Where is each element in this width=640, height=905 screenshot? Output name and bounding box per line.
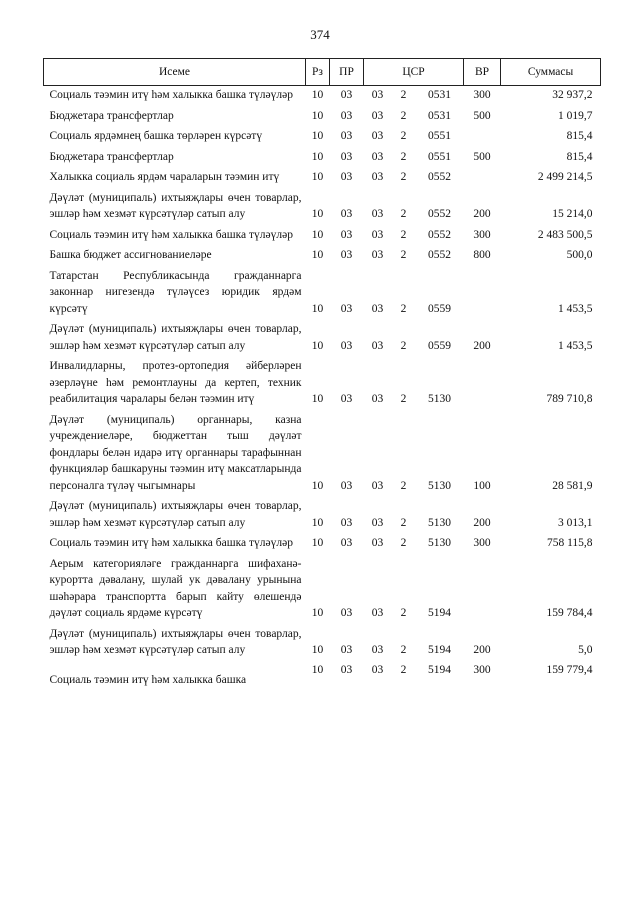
row-csr-1: 03	[371, 249, 384, 261]
table-row	[44, 189, 601, 226]
row-rz: 10	[311, 302, 324, 315]
row-rz: 10	[311, 537, 324, 549]
row-csr-3: 0552	[428, 208, 452, 220]
row-sum: 1 019,7	[558, 109, 593, 122]
row-sum: 758 115,8	[546, 537, 593, 549]
row-name: Социаль тәэмин итү һәм халыкка башка түләүләр	[49, 89, 293, 101]
row-csr-2: 2	[400, 249, 407, 261]
row-vr: 300	[473, 663, 491, 676]
header-sum: Суммасы	[501, 59, 601, 86]
row-sum: 1 453,5	[558, 302, 593, 315]
row-rz: 10	[311, 171, 324, 183]
row-name: Дәүләт (муниципаль) ихтыяҗлары өчен товарлар, эшләр һәм хезмәт күрсәтүләр сатып алу	[49, 323, 302, 352]
row-csr-3: 0551	[428, 130, 452, 142]
row-name: Дәүләт (муниципаль) ихтыяҗлары өчен товарлар, эшләр һәм хезмәт күрсәтүләр сатып алу	[49, 500, 302, 529]
row-csr-3: 5130	[428, 393, 452, 405]
row-sum: 15 214,0	[552, 208, 593, 220]
row-vr: 200	[473, 208, 491, 220]
row-rz: 10	[311, 479, 324, 492]
row-pr: 03	[340, 109, 353, 122]
row-rz: 10	[311, 393, 324, 405]
table-row	[44, 357, 601, 411]
row-csr-2: 2	[400, 479, 407, 492]
row-sum: 815,4	[566, 150, 593, 163]
row-name: Дәүләт (муниципаль) органнары, казна учреждениеләре, бюджеттан тыш дәүләт фондлары белән идарә итү органнары тарафыннан функцияләр башкаруны тәэмин итү максатларында персоналга түләү чыгымнары	[49, 413, 302, 492]
header-vr: ВР	[464, 59, 501, 86]
row-name: Дәүләт (муниципаль) ихтыяҗлары өчен товарлар, эшләр һәм хезмәт күрсәтүләр сатып алу	[49, 191, 302, 220]
row-name: Халыкка социаль ярдәм чараларын тәэмин итү	[49, 171, 280, 183]
table-row	[44, 534, 601, 555]
row-csr-3: 0531	[428, 89, 452, 101]
row-csr-2: 2	[400, 339, 407, 352]
table-row	[44, 662, 601, 692]
row-rz: 10	[311, 663, 324, 676]
row-name: Аерым категорияләге гражданнарга шифаханә-курортта дәвалану, шулай ук дәвалану урынына шәһәрара транспортта барып кайту өлешендә дәүләт социаль ярдәме күрсәтү	[49, 557, 302, 619]
row-csr-3: 5194	[428, 644, 452, 656]
row-name: Инвалидларны, протез-ортопедия әйберләрен әзерләүне һәм ремонтлауны да кертеп, техник реабилитация чаралары белән тәэмин итү	[49, 360, 302, 405]
row-pr: 03	[340, 537, 353, 549]
row-pr: 03	[340, 479, 353, 492]
budget-table	[43, 58, 601, 691]
row-vr	[464, 555, 501, 625]
row-csr-1: 03	[371, 302, 384, 315]
table-row	[44, 267, 601, 321]
row-name: Татарстан Республикасында гражданнарга законнар нигезендә түләүсез юридик ярдәм күрсәтү	[49, 269, 302, 315]
row-csr-1: 03	[371, 516, 384, 529]
row-vr: 200	[473, 339, 491, 352]
row-vr	[464, 267, 501, 321]
row-name: Социаль тәэмин итү һәм халыкка башка түләүләр	[49, 228, 293, 241]
header-csr: ЦСР	[364, 59, 464, 86]
row-name: Бюджетара трансфертлар	[49, 109, 174, 122]
row-pr: 03	[340, 171, 353, 183]
row-pr: 03	[340, 228, 353, 241]
row-csr-1: 03	[371, 644, 384, 656]
row-vr: 200	[473, 516, 491, 529]
table-row	[44, 320, 601, 357]
row-pr: 03	[340, 644, 353, 656]
row-pr: 03	[340, 208, 353, 220]
page-number: 374	[310, 27, 330, 42]
row-csr-2: 2	[400, 663, 407, 676]
header-name: Исеме	[44, 59, 306, 86]
header-pr: ПР	[330, 59, 364, 86]
row-csr-2: 2	[400, 208, 407, 220]
row-csr-2: 2	[400, 171, 407, 183]
row-rz: 10	[311, 249, 324, 261]
row-name: Социаль тәэмин итү һәм халыкка башка	[49, 673, 247, 686]
row-name: Башка бюджет ассигнованиеләре	[49, 249, 212, 261]
table-row	[44, 246, 601, 267]
row-csr-2: 2	[400, 130, 407, 142]
row-csr-3: 5194	[428, 607, 452, 619]
row-csr-1: 03	[371, 393, 384, 405]
row-pr: 03	[340, 249, 353, 261]
row-vr	[464, 168, 501, 189]
row-sum: 2 483 500,5	[537, 228, 593, 241]
row-vr	[464, 127, 501, 148]
row-name: Социаль тәэмин итү һәм халыкка башка түләүләр	[49, 537, 293, 549]
row-sum: 3 013,1	[558, 516, 593, 529]
row-csr-1: 03	[371, 150, 384, 163]
row-csr-3: 5130	[428, 516, 452, 529]
row-name: Дәүләт (муниципаль) ихтыяҗлары өчен товарлар, эшләр һәм хезмәт күрсәтүләр сатып алу	[49, 627, 302, 656]
row-sum: 32 937,2	[552, 89, 593, 101]
row-rz: 10	[311, 644, 324, 656]
row-pr: 03	[340, 339, 353, 352]
row-name: Бюджетара трансфертлар	[49, 150, 174, 163]
row-vr: 500	[473, 150, 491, 163]
row-csr-1: 03	[371, 208, 384, 220]
row-csr-3: 5130	[428, 479, 452, 492]
row-rz: 10	[311, 339, 324, 352]
row-csr-2: 2	[400, 228, 407, 241]
table-body	[44, 86, 601, 692]
row-vr: 300	[473, 537, 491, 549]
table-row	[44, 86, 601, 107]
row-vr	[464, 357, 501, 411]
table-row	[44, 555, 601, 625]
row-csr-3: 0552	[428, 171, 452, 183]
row-vr: 100	[473, 479, 491, 492]
row-sum: 5,0	[578, 644, 593, 656]
row-csr-3: 0552	[428, 228, 452, 241]
row-csr-3: 0559	[428, 302, 452, 315]
row-pr: 03	[340, 150, 353, 163]
table-row	[44, 411, 601, 498]
row-csr-2: 2	[400, 516, 407, 529]
table-header	[44, 59, 601, 86]
row-rz: 10	[311, 150, 324, 163]
row-pr: 03	[340, 130, 353, 142]
row-name: Социаль ярдәмнең башка төрләрен күрсәтү	[49, 130, 263, 142]
row-csr-1: 03	[371, 339, 384, 352]
row-csr-1: 03	[371, 130, 384, 142]
row-csr-3: 5130	[428, 537, 452, 549]
row-csr-1: 03	[371, 109, 384, 122]
row-csr-3: 0531	[428, 109, 452, 122]
table-row	[44, 625, 601, 662]
row-pr: 03	[340, 663, 353, 676]
row-sum: 159 779,4	[546, 663, 593, 676]
row-vr: 200	[473, 644, 491, 656]
row-csr-3: 0551	[428, 150, 452, 163]
row-csr-1: 03	[371, 537, 384, 549]
row-rz: 10	[311, 607, 324, 619]
row-rz: 10	[311, 228, 324, 241]
row-pr: 03	[340, 89, 353, 101]
row-csr-2: 2	[400, 537, 407, 549]
row-csr-1: 03	[371, 89, 384, 101]
row-csr-3: 0559	[428, 339, 452, 352]
row-pr: 03	[340, 302, 353, 315]
row-csr-3: 5194	[428, 663, 452, 676]
row-csr-3: 0552	[428, 249, 452, 261]
table-row	[44, 168, 601, 189]
table-row	[44, 107, 601, 128]
row-sum: 159 784,4	[546, 607, 593, 619]
row-pr: 03	[340, 516, 353, 529]
row-rz: 10	[311, 130, 324, 142]
table-row	[44, 226, 601, 247]
row-pr: 03	[340, 393, 353, 405]
row-rz: 10	[311, 208, 324, 220]
header-rz: Рз	[306, 59, 330, 86]
table-row	[44, 497, 601, 534]
row-csr-1: 03	[371, 479, 384, 492]
row-sum: 2 499 214,5	[537, 171, 593, 183]
row-csr-2: 2	[400, 302, 407, 315]
row-csr-2: 2	[400, 393, 407, 405]
row-rz: 10	[311, 89, 324, 101]
row-rz: 10	[311, 516, 324, 529]
row-vr: 300	[473, 89, 491, 101]
row-csr-1: 03	[371, 607, 384, 619]
row-csr-1: 03	[371, 663, 384, 676]
row-sum: 28 581,9	[552, 479, 593, 492]
row-sum: 500,0	[566, 249, 593, 261]
row-csr-2: 2	[400, 607, 407, 619]
row-csr-2: 2	[400, 644, 407, 656]
row-vr: 800	[473, 249, 491, 261]
row-rz: 10	[311, 109, 324, 122]
row-pr: 03	[340, 607, 353, 619]
row-csr-2: 2	[400, 109, 407, 122]
row-csr-1: 03	[371, 171, 384, 183]
row-csr-2: 2	[400, 150, 407, 163]
row-sum: 1 453,5	[558, 339, 593, 352]
row-vr: 300	[473, 228, 491, 241]
row-vr: 500	[473, 109, 491, 122]
table-row	[44, 127, 601, 148]
row-csr-2: 2	[400, 89, 407, 101]
row-csr-1: 03	[371, 228, 384, 241]
table-row	[44, 148, 601, 169]
row-sum: 789 710,8	[546, 393, 593, 405]
row-sum: 815,4	[566, 130, 593, 142]
